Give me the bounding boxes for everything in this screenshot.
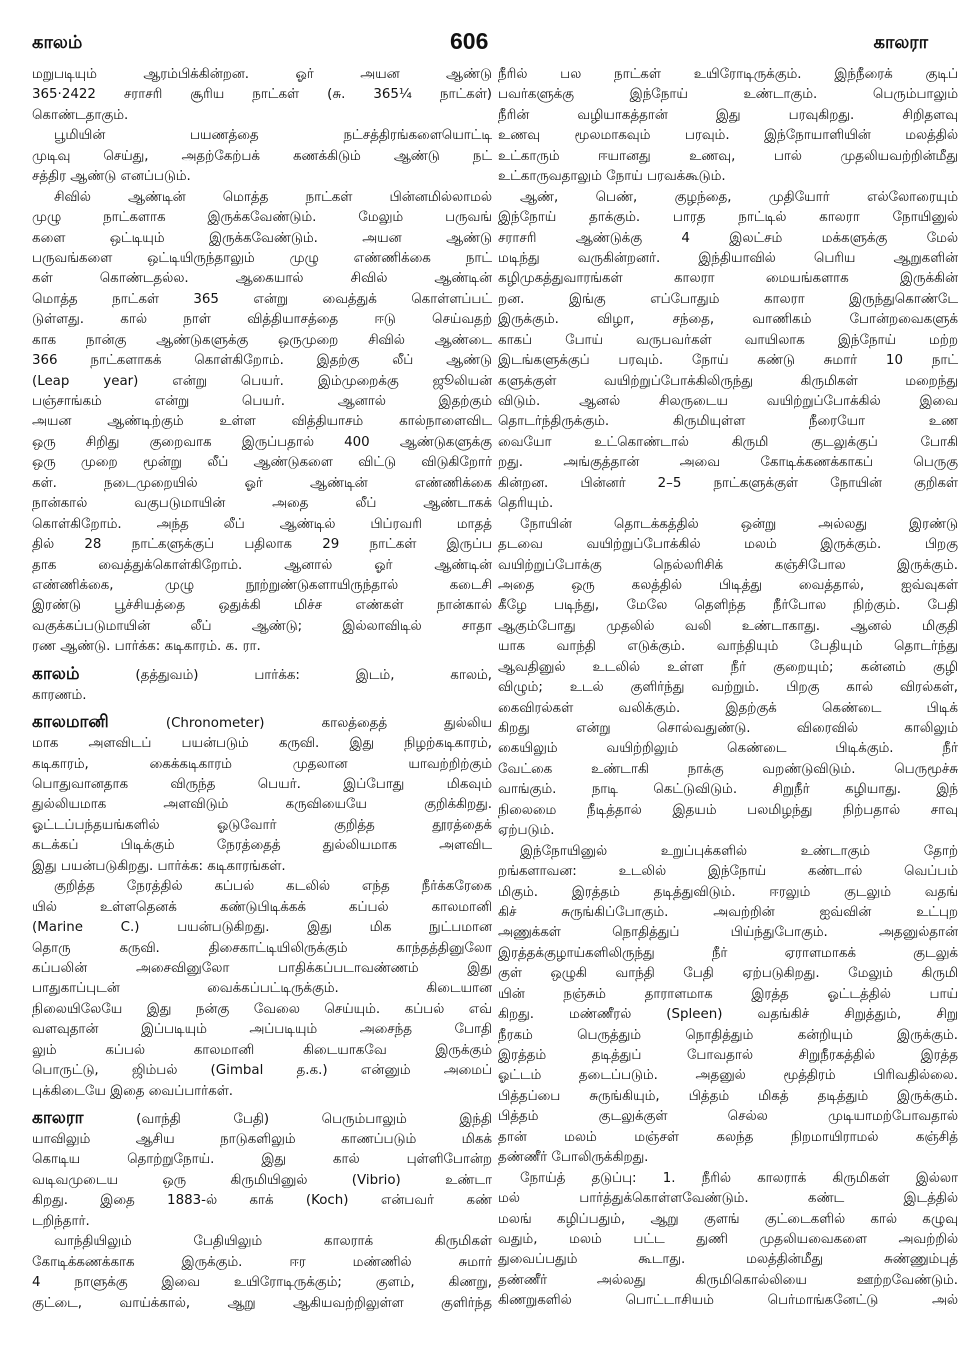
line-text: லும் கப்பல் காலமானி கிடையாகவே இருக்கும்: [32, 1042, 492, 1058]
text-line: [32, 775, 492, 795]
line-text: ஒரு முறை மூன்று லீப் ஆண்டுகளை விட்டு விடுகிறோர்: [32, 455, 492, 471]
text-line: [498, 167, 958, 187]
entry-headword: காலம்: [32, 663, 80, 684]
text-line: [498, 903, 958, 923]
line-text: யாக வாந்தி எடுக்கும். வாந்தியும் பேதியும் தொடர்ந்து: [498, 639, 958, 655]
text-line: [498, 1087, 958, 1107]
line-text: (Leap year) என்று பெயர். இம்முறைக்கு ஜூலியன்: [32, 373, 492, 389]
line-text: தெரியும்.: [498, 496, 554, 512]
line-text: மொத்த நாட்கள் 365 என்று வைத்துக் கொள்ளப்பட்: [32, 291, 492, 307]
line-text: தண்ணீர் அல்லது கிருமிகொல்லியை ஊற்றவேண்டும்.: [498, 1272, 958, 1288]
text-line: [32, 556, 492, 576]
line-text: ஆவதினுல் உடலில் உள்ள நீர் குறையும்; கன்னம் குழி: [498, 659, 958, 675]
line-text: பாதுகாப்புடன் வைக்கப்பட்டிருக்கும். கிடையான: [32, 981, 492, 997]
text-line: [32, 1061, 492, 1081]
line-text: நீரகம் பெருத்தும் நொதித்தும் கன்றியும் இருக்கும்.: [498, 1027, 958, 1043]
text-line: [498, 474, 958, 494]
line-text: புக்கிடையே இதை வைப்பார்கள்.: [32, 1083, 234, 1099]
line-text: கொள்கிறோம். அந்த லீப் ஆண்டில் பிப்ரவரி மாதத்: [32, 516, 492, 532]
text-line: [32, 433, 492, 453]
text-line: [498, 780, 958, 800]
text-line: [498, 453, 958, 473]
line-text: முழு நாட்களாக இருக்கவேண்டும். மேலும் பருவங்: [32, 210, 492, 226]
line-text: இந்நோயினுல் உறுப்புக்களில் உண்டாகும் தோற்: [520, 843, 958, 859]
text-line: [498, 331, 958, 351]
line-text: யின் நஞ்சும் தாராளமாக இரத்த ஓட்டத்தில் பாய்: [498, 986, 958, 1002]
line-text: உணவு மூலமாகவும் பரவும். இந்நோயாளியின் மலத்தில்: [498, 128, 958, 144]
line-text: ஓட்டம் தடைப்படும். அதனுல் மூத்திரம் பிரிவதில்லை.: [498, 1068, 958, 1084]
text-line: [32, 1253, 492, 1273]
text-line: [498, 699, 958, 719]
text-line: [32, 208, 492, 228]
line-text: 4 நாளுக்கு இவை உயிரோடிருக்கும்; குளம், கிணறு,: [32, 1275, 492, 1291]
text-line: [32, 167, 492, 187]
line-text: அயன ஆண்டிற்கும் உள்ள வித்தியாசம் கால்நாளைவிட: [32, 414, 492, 430]
line-text: கொடிய தொற்றுநோய். இது கால் புள்ளிபோன்ற: [32, 1152, 492, 1168]
line-text: நிலையிலேயே இது நன்கு வேலை செய்யும். கப்பல் எவ்: [32, 1001, 492, 1017]
text-line: [498, 1189, 958, 1209]
line-text: (Marine C.) பயன்படுகிறது. இது மிக நுட்பமான: [32, 920, 492, 936]
text-line: [498, 739, 958, 759]
line-text: கள் கொண்டதல்ல. ஆகையால் சிவில் ஆண்டின்: [32, 271, 492, 287]
line-text: ஆண், பெண், குழந்தை, முதியோர் எல்லோரையும்: [520, 189, 958, 205]
text-line: [498, 1271, 958, 1291]
line-text: பருவங்களை ஒட்டியிருந்தாலும் முழு எண்ணிக்கை நாட்: [32, 250, 492, 266]
line-text: 366 நாட்களாகக் கொள்கிறோம். இதற்கு லீப் ஆண்டு: [32, 353, 492, 369]
text-line: [32, 249, 492, 269]
line-text: நிலைமை நீடித்தால் இதயம் பலமிழந்து நிற்பதால் சாவு: [498, 802, 958, 818]
line-text: குள் ஒழுகி வாந்தி பேதி ஏற்படுகிறது. மேலும் கிருமி: [498, 966, 958, 982]
line-text: குறித்த நேரத்தில் கப்பல் கடலில் எந்த நீர்க்கரேகை: [54, 879, 492, 895]
line-text: (Chronometer) காலத்தைத் துல்லிய: [165, 716, 492, 732]
line-text: தில் 28 நாட்களுக்குப் பதிலாக 29 நாட்கள் இருப்ப: [32, 537, 492, 553]
text-line: [32, 795, 492, 815]
text-line: [498, 1210, 958, 1230]
line-text: தொரு கருவி. திசைகாட்டியிலிருக்கும் காந்தத்தினுலோ: [32, 940, 492, 956]
text-line: [32, 1294, 492, 1314]
line-text: கிறது. இதை 1883-ல் காக் (Koch) என்பவர் கண்: [32, 1193, 492, 1209]
text-line: [32, 1130, 492, 1150]
line-text: எண்ணிக்கை, முழு நூற்றுண்டுகளாயிருந்தால் கடைசி: [32, 577, 492, 593]
text-line: [498, 310, 958, 330]
text-line: [498, 106, 958, 126]
line-text: சத்திர ஆண்டு எனப்படும்.: [32, 169, 191, 185]
text-line: [498, 862, 958, 882]
text-line: [32, 1191, 492, 1211]
text-line: [32, 65, 492, 85]
line-text: கிணறுகளில் பொட்டாசியம் பெர்மாங்கனேட்டு அல்: [498, 1293, 958, 1309]
line-text: கடக்கப் பிடிக்கும் நேரத்தைத் துல்லியமாக அளவிட: [32, 838, 492, 854]
text-line: [32, 453, 492, 473]
text-line: [32, 1000, 492, 1020]
text-line: [498, 842, 958, 862]
line-text: ஒரு சிறிது குறைவாக இருப்பதால் 400 ஆண்டுகளுக்கு: [32, 434, 492, 450]
text-line: [32, 515, 492, 535]
text-line: [498, 392, 958, 412]
text-line: [32, 229, 492, 249]
line-text: றன. இங்கு எப்போதும் காலரா இருந்துகொண்டே: [498, 291, 958, 307]
line-text: தாக வைத்துக்கொள்கிறோம். ஆனால் ஓர் ஆண்டின்: [32, 557, 492, 573]
entry-headword-line: [32, 662, 492, 686]
text-line: [498, 494, 958, 514]
text-line: [498, 433, 958, 453]
page-number: 606: [450, 28, 489, 54]
line-text: துல்லியமாக அளவிடும் கருவியையே குறிக்கிறது.: [32, 797, 492, 813]
text-line: [32, 106, 492, 126]
text-line: [498, 85, 958, 105]
line-text: துவைப்பதும் கூடாது. மலத்தின்மீது சுண்ணும்புத்: [498, 1252, 958, 1268]
text-line: [498, 576, 958, 596]
text-line: [32, 126, 492, 146]
text-line: [498, 229, 958, 249]
line-text: யில் உள்ளதெனக் கண்டுபிடிக்கக் கப்பல் காலமானி: [32, 899, 492, 915]
line-text: மாக அளவிடப் பயன்படும் கருவி. இது நிழற்கடிகாரம்,: [32, 736, 492, 752]
text-line: [498, 1005, 958, 1025]
text-line: [32, 734, 492, 754]
text-line: [498, 1169, 958, 1189]
text-line: [32, 188, 492, 208]
line-text: கைவிரல்கள் வலிக்கும். இதற்குக் கெண்டை பிடிக்: [498, 700, 958, 716]
text-line: [498, 801, 958, 821]
line-text: இந்நோய் தாக்கும். பாரத நாட்டில் காலரா நோயினுல்: [498, 210, 958, 226]
text-line: [498, 556, 958, 576]
line-text: கொண்டதாகும்.: [32, 107, 129, 123]
line-text: காகப் போய் வருபவர்கள் வாயிலாக இந்நோய் மற்ற: [498, 332, 958, 348]
text-line: [498, 1128, 958, 1148]
text-line: [498, 126, 958, 146]
text-line: [32, 686, 492, 706]
line-text: கோடிக்கணக்காக இருக்கும். ஈர மண்ணில் சுமார்: [32, 1254, 492, 1270]
line-text: உட்காருவதாலும் நோய் பரவக்கூடும்.: [498, 169, 726, 185]
text-line: [32, 959, 492, 979]
text-line: [32, 310, 492, 330]
line-text: மிகும். இரத்தம் தடித்துவிடும். ஈரலும் குடலும் வதங்: [498, 884, 958, 900]
line-text: வயிற்றுப்போக்கு நெல்லரிசிக் கஞ்சிபோல இருக்கும்.: [498, 557, 958, 573]
line-text: விடும். ஆனல் சிலருடைய வயிற்றுப்போக்கில் இவை: [498, 394, 958, 409]
text-line: [498, 208, 958, 228]
line-text: கீழே படிந்து, மேலே தெளிந்த நீர்போல நிற்கும். பேதி: [498, 598, 958, 614]
entry-headword: காலமானி: [32, 712, 109, 733]
text-line: [498, 188, 958, 208]
text-line: [498, 596, 958, 616]
text-line: [32, 392, 492, 412]
line-text: பஞ்சாங்கம் என்று பெயர். ஆனால் இதற்கும்: [32, 394, 492, 409]
left-column: [32, 65, 492, 1314]
line-text: ஆகும்போது முதலில் வலி உண்டாகாது. ஆனல் மிகுதி: [498, 618, 958, 634]
line-text: மல் பார்த்துக்கொள்ளவேண்டும். கண்ட இடத்தில்: [498, 1191, 958, 1207]
text-line: [32, 898, 492, 918]
line-text: பித்தப்பை சுருங்கியும், பித்தம் மிகத் தடித்தும் இருக்கும்.: [498, 1088, 958, 1104]
line-text: காக நான்கு ஆண்டுகளுக்கு ஒருமுறை சிவில் ஆண்டை: [32, 332, 492, 348]
text-line: [498, 617, 958, 637]
line-text: நீரில் பல நாட்கள் உயிரோடிருக்கும். இந்நீரைக் குடிப்: [498, 67, 958, 82]
text-line: [498, 1148, 958, 1168]
line-text: கிறது. மண்ணீரல் (Spleen) வதங்கிச் சிறுத்தும், சிறு: [498, 1007, 958, 1023]
text-line: [498, 637, 958, 657]
line-text: இரண்டு பூச்சியத்தை ஒதுக்கி மிச்ச எண்கள் நான்கால்: [32, 598, 492, 614]
text-line: [498, 964, 958, 984]
line-text: ஓட்டப்பந்தயங்களில் ஓடுவோர் குறித்த தூரத்தைக்: [32, 817, 492, 833]
text-line: [498, 1291, 958, 1311]
text-line: [498, 1046, 958, 1066]
line-text: கிச் சுருங்கிப்போகும். அவற்றின் ஐவ்வின் உட்புற: [498, 904, 958, 920]
text-line: [32, 877, 492, 897]
line-text: நீரின் வழியாகத்தான் இது பரவுகிறது. சிறிதளவு: [498, 107, 958, 123]
text-line: [32, 836, 492, 856]
line-text: காரணம்.: [32, 687, 87, 703]
text-line: [32, 1273, 492, 1293]
line-text: வளவுதான் இப்படியும் அப்படியும் அசைந்த போதி: [32, 1022, 492, 1038]
text-line: [498, 1107, 958, 1127]
line-text: கையிலும் வயிற்றிலும் கெண்டை பிடிக்கும். நீர்: [498, 741, 958, 757]
text-line: [32, 576, 492, 596]
line-text: இரத்தம் தடித்துப் போவதால் சிறுநீரகத்தில் இரத்த: [498, 1048, 958, 1063]
line-text: பூமியின் பயணத்தை நட்சத்திரங்களையொட்டி: [54, 128, 492, 144]
right-column: [498, 65, 958, 1312]
running-head-right: காலரா: [873, 32, 928, 53]
line-text: வையோ உட்கொண்டால் கிருமி குடலுக்குப் போகி: [498, 434, 958, 450]
line-text: தான் மலம் மஞ்சள் கலந்த நிறமாயிராமல் கஞ்சித்: [498, 1129, 958, 1145]
text-line: [32, 535, 492, 555]
text-line: [498, 760, 958, 780]
line-text: றது. அங்குத்தான் அவை கோடிக்கணக்காகப் பெருகு: [498, 455, 958, 471]
line-text: வதும், மலம் பட்ட துணி முதலியவைகளை அவற்றில்: [498, 1231, 958, 1247]
text-line: [32, 617, 492, 637]
text-line: [498, 923, 958, 943]
text-line: [498, 1250, 958, 1270]
line-text: டறிந்தார்.: [32, 1213, 90, 1229]
line-text: மலங் கழிப்பதும், ஆறு குளங் குட்டைகளில் கால் கழுவு: [498, 1211, 958, 1227]
line-text: இடங்களுக்குப் பரவும். நோய் கண்டு சுமார் 10 நாட்: [498, 353, 958, 369]
line-text: அணுக்கள் நொதித்துப் பிய்ந்துபோகும். அதனுல்தான்: [498, 925, 958, 941]
line-text: பவர்களுக்கு இந்நோய் உண்டாகும். பெரும்பாலும்: [498, 87, 958, 103]
line-text: வகுக்கப்படுமாயின் லீப் ஆண்டு; இல்லாவிடில் சாதா: [32, 618, 492, 634]
text-line: [32, 1041, 492, 1061]
line-text: குட்டை, வாய்க்கால், ஆறு ஆகியவற்றிலுள்ள குளிர்ந்த: [32, 1295, 492, 1311]
text-line: [498, 269, 958, 289]
line-text: நான்கால் வகுபடுமாயின் அதை லீப் ஆண்டாகக்: [32, 496, 492, 512]
text-line: [498, 249, 958, 269]
text-line: [32, 1212, 492, 1232]
line-text: (வாந்தி பேதி) பெரும்பாலும் இந்தி: [136, 1112, 492, 1127]
line-text: இது பயன்படுகிறது. பார்க்க: கடிகாரங்கள்.: [32, 858, 286, 874]
entry-headword-line: [32, 1106, 492, 1130]
entry-headword: காலரா: [32, 1108, 84, 1128]
text-line: [32, 331, 492, 351]
line-text: விழும்; உடல் குளிர்ந்து வற்றும். பிறகு கால் விரல்கள்,: [498, 680, 958, 696]
line-text: நோயின் தொடக்கத்தில் ஒன்று அல்லது இரண்டு: [520, 516, 958, 532]
text-line: [498, 1026, 958, 1046]
line-text: கழிமுகத்துவாரங்கள் காலரா மையங்களாக இருக்கின்: [498, 271, 958, 287]
line-text: கிறது என்று சொல்வதுண்டு. விரைவில் காலிலும்: [498, 721, 958, 736]
line-text: டுள்ளது. கால் நாள் வித்தியாசத்தை ஈடு செய்வதற்: [32, 312, 492, 328]
running-head-left: காலம்: [32, 32, 83, 53]
text-line: [498, 372, 958, 392]
text-line: [32, 918, 492, 938]
text-line: [32, 755, 492, 775]
line-text: (தத்துவம்) பார்க்க: இடம், காலம்,: [135, 667, 492, 683]
text-line: [32, 351, 492, 371]
line-text: தண்ணீர் போலிருக்கிறது.: [498, 1150, 649, 1166]
line-text: றங்களாவன: உடலில் இந்நோய் கண்டால் வெப்பம்: [498, 864, 958, 880]
line-text: மறுபடியும் ஆரம்பிக்கின்றன. ஓர் அயன ஆண்டு: [32, 67, 492, 82]
text-line: [32, 857, 492, 877]
text-line: [32, 816, 492, 836]
line-text: கின்றன. பின்னர் 2–5 நாட்களுக்குள் நோயின் குறிகள்: [498, 475, 958, 491]
line-text: தொடர்ந்திருக்கும். கிருமியுள்ள நீரையோ உண: [498, 414, 958, 430]
line-text: வாங்கும். நாடி கெட்டுவிடும். சிறுநீர் கழியாது. இந்: [498, 782, 958, 798]
text-line: [498, 290, 958, 310]
text-line: [498, 147, 958, 167]
line-text: மடிந்து வருகின்றனர். இந்தியாவில் பெரிய ஆறுகளின்: [498, 250, 958, 266]
text-line: [498, 944, 958, 964]
line-text: கள். நடைமுறையில் ஓர் ஆண்டின் எண்ணிக்கை: [32, 475, 492, 491]
line-text: பொதுவானதாக விருந்த பெயர். இப்போது மிகவும்: [32, 777, 492, 792]
text-line: [498, 678, 958, 698]
text-line: [32, 1150, 492, 1170]
text-line: [32, 1082, 492, 1102]
text-line: [32, 979, 492, 999]
text-line: [32, 290, 492, 310]
line-text: பொருட்டு, ஜிம்பல் (Gimbal த.க.) என்னும் அமைப்: [32, 1063, 492, 1079]
text-line: [32, 494, 492, 514]
text-line: [32, 372, 492, 392]
text-line: [498, 821, 958, 841]
line-text: இரத்தக்குழாய்களிலிருந்து நீர் ஏராளமாகக் குடலுக்: [498, 945, 958, 961]
text-line: [498, 515, 958, 535]
text-line: [498, 985, 958, 1005]
line-text: களுக்குள் வயிற்றுப்போக்கிலிருந்து கிருமிகள் மறைந்து: [498, 373, 958, 389]
text-line: [498, 883, 958, 903]
text-line: [498, 535, 958, 555]
text-line: [498, 719, 958, 739]
text-line: [32, 1020, 492, 1040]
line-text: கப்பலின் அசைவினுலோ பாதிக்கப்படாவண்ணம் இது: [32, 960, 492, 976]
text-line: [32, 269, 492, 289]
entry-headword-line: [32, 710, 492, 734]
text-line: [498, 1230, 958, 1250]
line-text: வடிவமுடைய ஒரு கிருமியினுல் (Vibrio) உண்டா: [32, 1172, 492, 1188]
line-text: நோய்த் தடுப்பு: 1. நீரில் காலராக் கிருமிகள் இல்லா: [520, 1170, 958, 1186]
text-line: [498, 351, 958, 371]
text-line: [498, 1066, 958, 1086]
text-line: [32, 1171, 492, 1191]
text-line: [32, 85, 492, 105]
line-text: வாந்தியிலும் பேதியிலும் காலராக் கிருமிகள்: [54, 1234, 492, 1250]
line-text: இருக்கும். விழா, சந்தை, வாணிகம் போன்றவைகளுக்: [498, 312, 958, 328]
line-text: களை ஒட்டியும் இருக்கவேண்டும். அயன ஆண்டு: [32, 230, 492, 246]
line-text: அதை ஒரு கலத்தில் பிடித்து வைத்தால், ஐவ்வுகள்: [498, 577, 958, 593]
text-line: [32, 1232, 492, 1252]
line-text: 365·2422 சராசரி சூரிய நாட்கள் (சு. 365¼ நாட்கள்): [32, 87, 492, 103]
line-text: சிவில் ஆண்டின் மொத்த நாட்கள் பின்னமில்லாமல்: [54, 189, 492, 205]
text-line: [32, 412, 492, 432]
line-text: யாவிலும் ஆசிய நாடுகளிலும் காணப்படும் மிகக்: [32, 1132, 492, 1147]
line-text: ஏற்படும்.: [498, 823, 555, 839]
line-text: தடவை வயிற்றுப்போக்கில் மலம் இருக்கும். பிறகு: [498, 537, 958, 553]
line-text: உட்காரும் ஈயானது உணவு, பால் முதலியவற்றின்மீது: [498, 148, 958, 164]
line-text: ரண ஆண்டு. பார்க்க: கடிகாரம். க. ரா.: [32, 639, 261, 655]
text-line: [498, 65, 958, 85]
text-line: [32, 474, 492, 494]
line-text: சராசரி ஆண்டுக்கு 4 இலட்சம் மக்களுக்கு மேல்: [498, 230, 958, 246]
line-text: முடிவு செய்து, அதற்கேற்பக் கணக்கிடும் ஆண்டு நட்: [32, 148, 492, 164]
text-line: [32, 596, 492, 616]
text-line: [32, 637, 492, 657]
text-line: [32, 939, 492, 959]
line-text: வேட்கை உண்டாகி நாக்கு வறண்டுவிடும். பெருமூச்சு: [498, 761, 958, 777]
line-text: கடிகாரம், கைக்கடிகாரம் முதலான யாவற்றிற்கும்: [32, 756, 492, 772]
text-line: [498, 412, 958, 432]
text-line: [498, 658, 958, 678]
line-text: பித்தம் குடலுக்குள் செல்ல முடியாமற்போவதால்: [498, 1109, 958, 1125]
text-line: [32, 147, 492, 167]
